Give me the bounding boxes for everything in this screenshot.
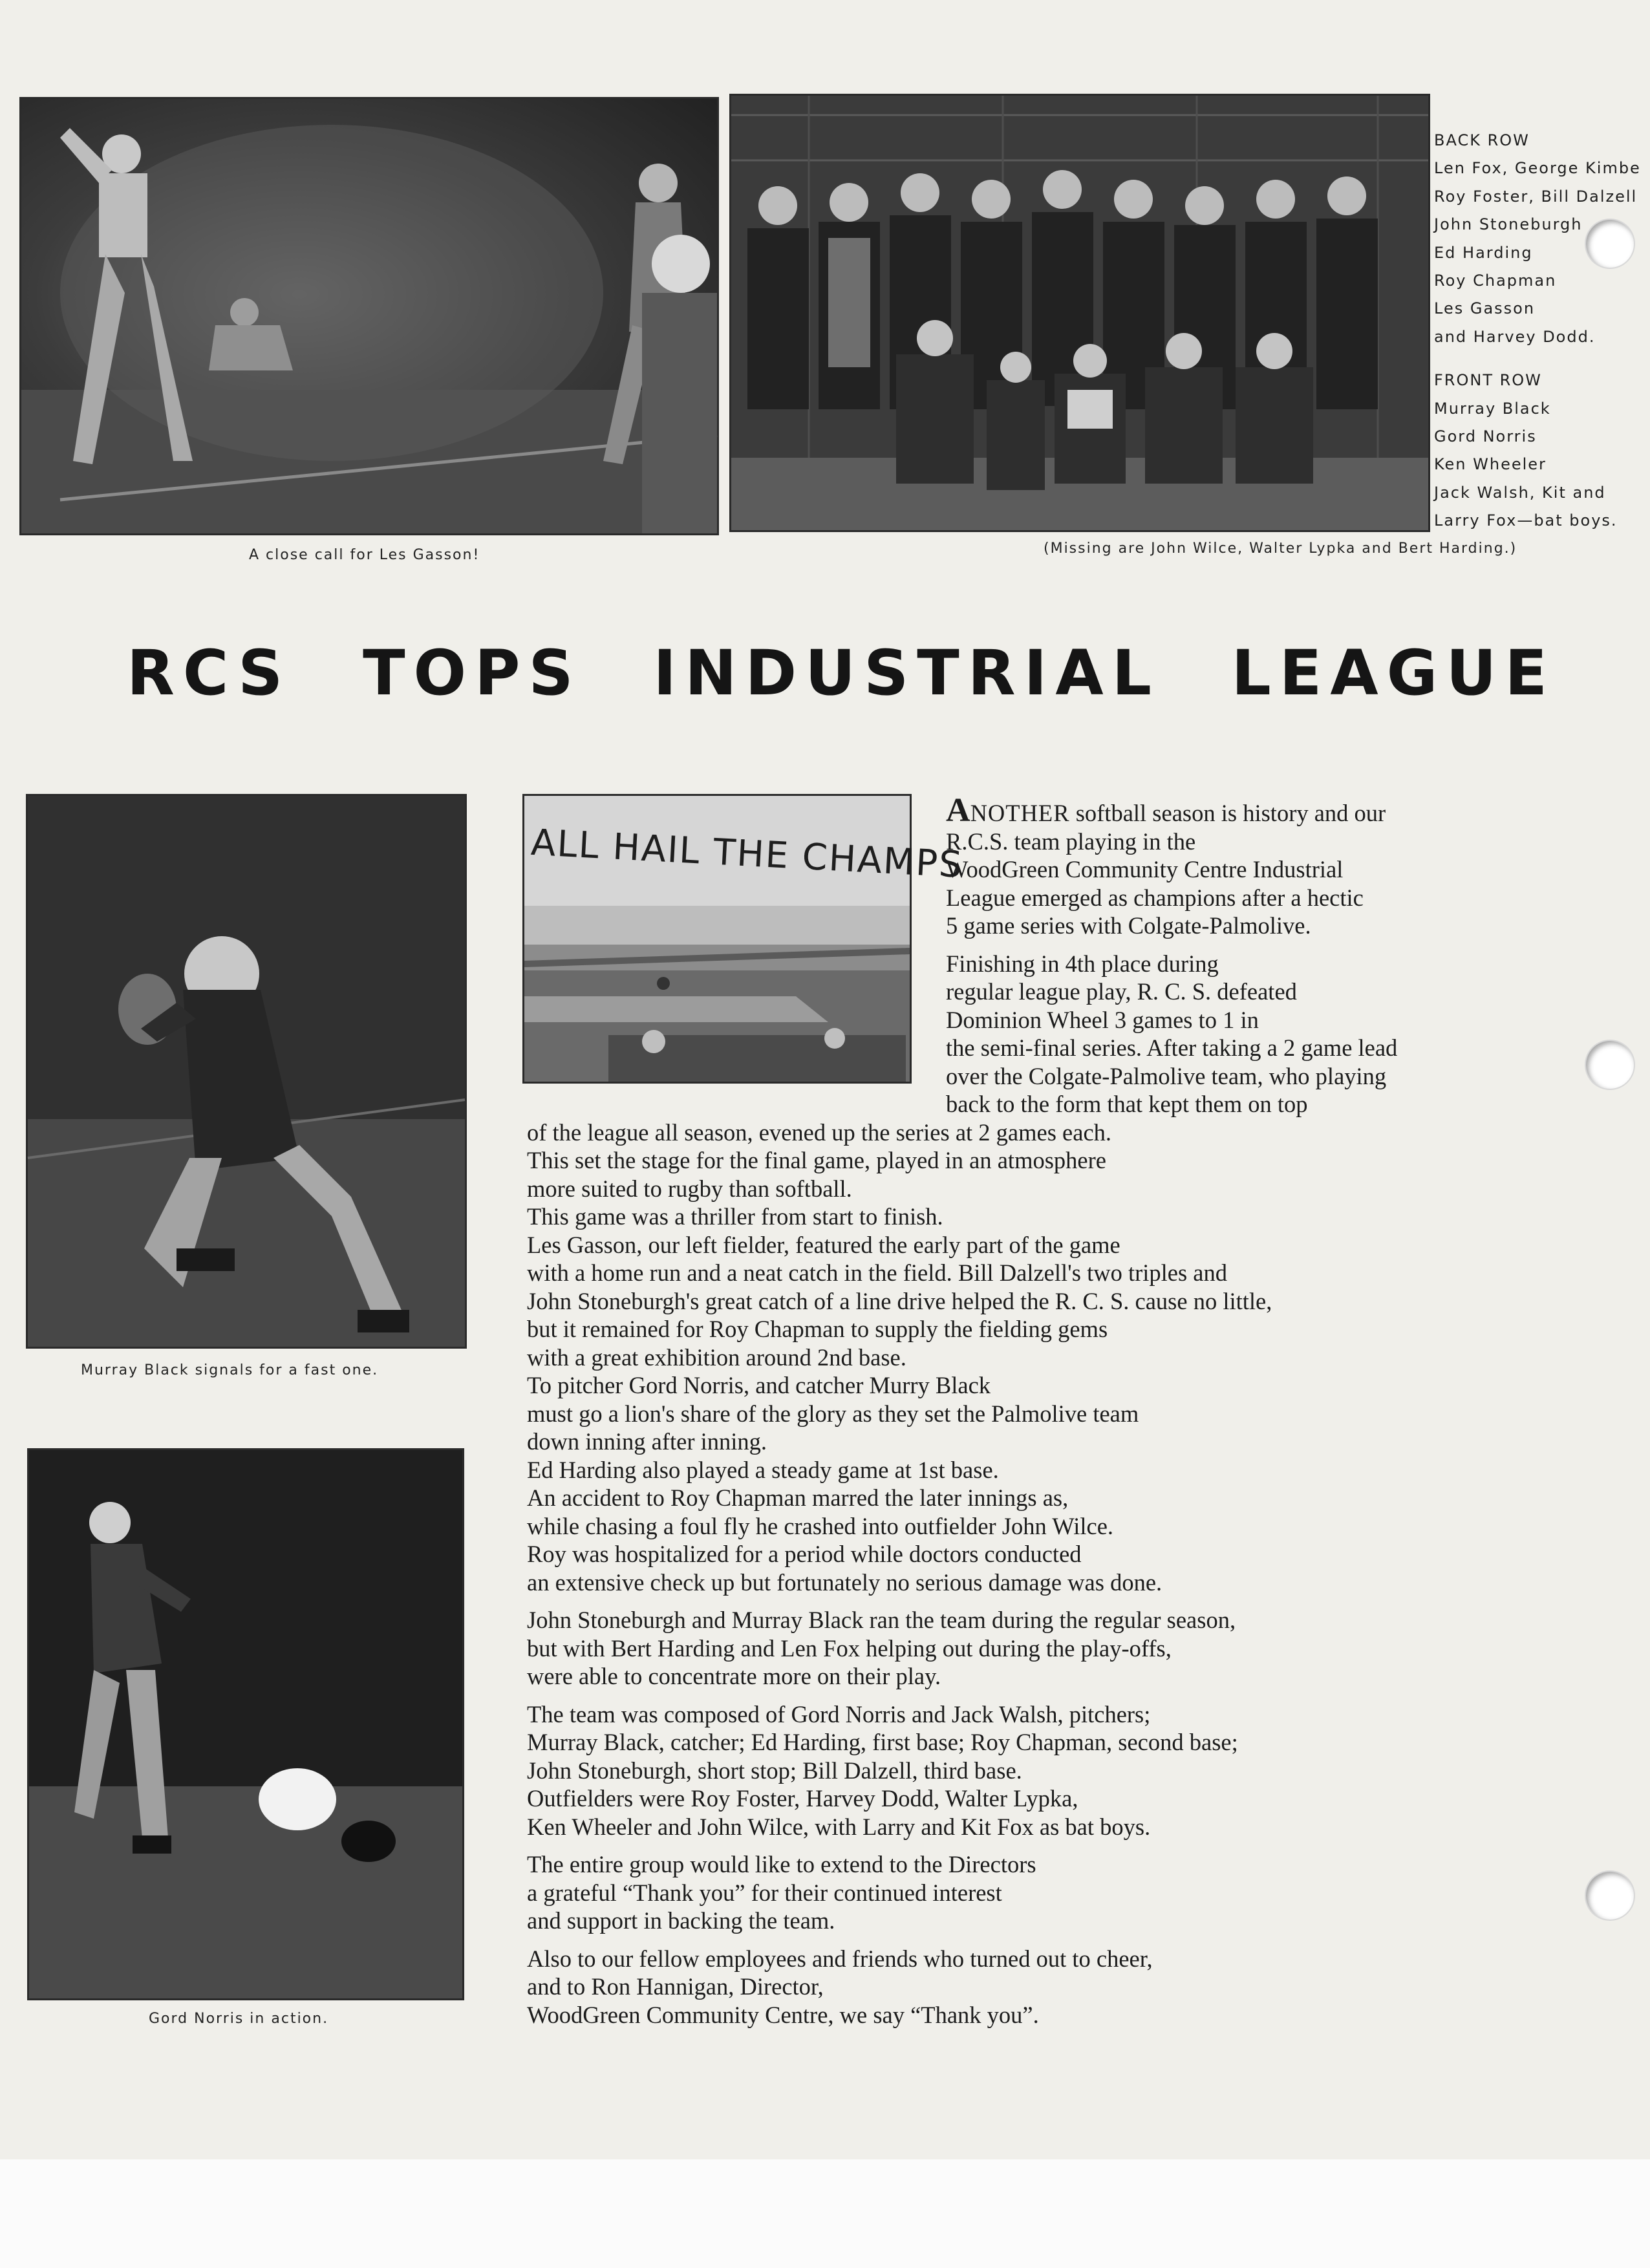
- article-line: over the Colgate-Palmolive team, who playing: [946, 1062, 1387, 1089]
- roster-line: Jack Walsh, Kit and: [1434, 483, 1606, 502]
- article-line: WoodGreen Community Centre, we say “Thank you”.: [527, 2001, 1039, 2028]
- punch-hole-top: [1586, 220, 1634, 268]
- article-line: an extensive check up but fortunately no serious damage was done.: [527, 1568, 1162, 1596]
- article-line: An accident to Roy Chapman marred the later innings as,: [527, 1484, 1069, 1511]
- photo-pitcher: [27, 1448, 464, 2000]
- article-line: down inning after inning.: [527, 1428, 767, 1455]
- article-line: This set the stage for the final game, played in an atmosphere: [527, 1147, 1106, 1173]
- article-line: and to Ron Hannigan, Director,: [527, 1973, 824, 2000]
- roster-line: Roy Chapman: [1434, 272, 1557, 290]
- roster-line: and Harvey Dodd.: [1434, 327, 1596, 346]
- caption-catcher: Murray Black signals for a fast one.: [81, 1362, 379, 1378]
- photo-team: [729, 94, 1430, 532]
- photo-pitcher-image: [29, 1450, 462, 1998]
- article-line: with a great exhibition around 2nd base.: [527, 1343, 906, 1371]
- article-line: R.C.S. team playing in the: [946, 828, 1196, 855]
- article-line: Outfielders were Roy Foster, Harvey Dodd, Walter Lypka,: [527, 1785, 1078, 1812]
- article-line: but with Bert Harding and Len Fox helping out during the play-offs,: [527, 1634, 1172, 1662]
- article-line: must go a lion's share of the glory as they set the Palmolive team: [527, 1400, 1139, 1427]
- roster-line: John Stoneburgh: [1434, 215, 1583, 234]
- article-line: The entire group would like to extend to the Directors: [527, 1851, 1036, 1878]
- article-line: Murray Black, catcher; Ed Harding, first base; Roy Chapman, second base;: [527, 1729, 1238, 1755]
- article-line: the semi-final series. After taking a 2 game lead: [946, 1034, 1398, 1061]
- article-line: Roy was hospitalized for a period while doctors conducted: [527, 1541, 1082, 1567]
- article-line: Finishing in 4th place during: [946, 950, 1219, 977]
- roster-line: Roy Foster, Bill Dalzell: [1434, 187, 1638, 206]
- article-line: Ken Wheeler and John Wilce, with Larry and Kit Fox as bat boys.: [527, 1813, 1151, 1840]
- article-line: were able to concentrate more on their play.: [527, 1663, 941, 1689]
- roster-back-row-heading: BACK ROW: [1434, 131, 1530, 149]
- photo-close-call-image: [21, 99, 717, 533]
- article-line: John Stoneburgh, short stop; Bill Dalzell, third base.: [527, 1757, 1022, 1784]
- lead-word: NOTHER: [970, 800, 1070, 826]
- team-roster: [1434, 127, 1650, 535]
- article-line: To pitcher Gord Norris, and catcher Murry Black: [527, 1372, 991, 1398]
- roster-line: Gord Norris: [1434, 427, 1537, 446]
- article-line: while chasing a foul fly he crashed into outfielder John Wilce.: [527, 1512, 1114, 1539]
- caption-team-missing: (Missing are John Wilce, Walter Lypka and Bert Harding.): [1044, 540, 1517, 557]
- photo-team-image: [731, 96, 1428, 530]
- article-line: Ed Harding also played a steady game at 1st base.: [527, 1456, 999, 1483]
- article-line: The team was composed of Gord Norris and Jack Walsh, pitchers;: [527, 1700, 1151, 1728]
- article-line: but it remained for Roy Chapman to supply the fielding gems: [527, 1316, 1108, 1342]
- article-line: a grateful “Thank you” for their continued interest: [527, 1879, 1002, 1906]
- roster-line: Ed Harding: [1434, 243, 1533, 262]
- roster-line: Ken Wheeler: [1434, 455, 1547, 474]
- scan-margin: [0, 2159, 1650, 2268]
- photo-catcher-image: [28, 796, 465, 1347]
- drop-cap: A: [946, 792, 970, 829]
- article-body: [527, 792, 1561, 2029]
- roster-line: Murray Black: [1434, 399, 1551, 418]
- article-line: with a home run and a neat catch in the field. Bill Dalzell's two triples and: [527, 1259, 1228, 1286]
- article-line: more suited to rugby than softball.: [527, 1175, 852, 1202]
- banner-text: ALL HAIL THE CHAMPS: [530, 821, 965, 886]
- article-line: 5 game series with Colgate-Palmolive.: [946, 912, 1311, 939]
- article-line: [527, 792, 1561, 829]
- article-line: Dominion Wheel 3 games to 1 in: [946, 1006, 1259, 1033]
- article-line: Les Gasson, our left fielder, featured the early part of the game: [527, 1231, 1120, 1258]
- photo-catcher: [26, 794, 467, 1349]
- article-line: John Stoneburgh and Murray Black ran the team during the regular season,: [527, 1607, 1236, 1633]
- caption-pitcher: Gord Norris in action.: [149, 2011, 329, 2027]
- article-line: This game was a thriller from start to finish.: [527, 1203, 943, 1230]
- roster-line: Len Fox, George Kimbe: [1434, 159, 1641, 178]
- article-line: John Stoneburgh's great catch of a line drive helped the R. C. S. cause no little,: [527, 1287, 1272, 1314]
- punch-hole-middle: [1586, 1041, 1634, 1089]
- roster-line: Les Gasson: [1434, 299, 1536, 318]
- roster-line: Larry Fox—bat boys.: [1434, 511, 1618, 530]
- article-line-text: softball season is history and our: [1069, 800, 1386, 826]
- caption-close-call: A close call for Les Gasson!: [249, 547, 480, 563]
- article-line: regular league play, R. C. S. defeated: [946, 978, 1297, 1005]
- article-headline: RCS TOPS INDUSTRIAL LEAGUE: [127, 637, 1556, 709]
- article-line: Also to our fellow employees and friends who turned out to cheer,: [527, 1945, 1153, 1972]
- article-line: and support in backing the team.: [527, 1907, 835, 1934]
- article-line: of the league all season, evened up the series at 2 games each.: [527, 1118, 1112, 1146]
- punch-hole-bottom: [1586, 1872, 1634, 1920]
- article-line: back to the form that kept them on top: [946, 1091, 1308, 1117]
- article-line: League emerged as champions after a hectic: [946, 884, 1364, 911]
- roster-front-row-heading: FRONT ROW: [1434, 371, 1542, 390]
- article-line: WoodGreen Community Centre Industrial: [946, 856, 1344, 883]
- photo-close-call: [19, 97, 719, 535]
